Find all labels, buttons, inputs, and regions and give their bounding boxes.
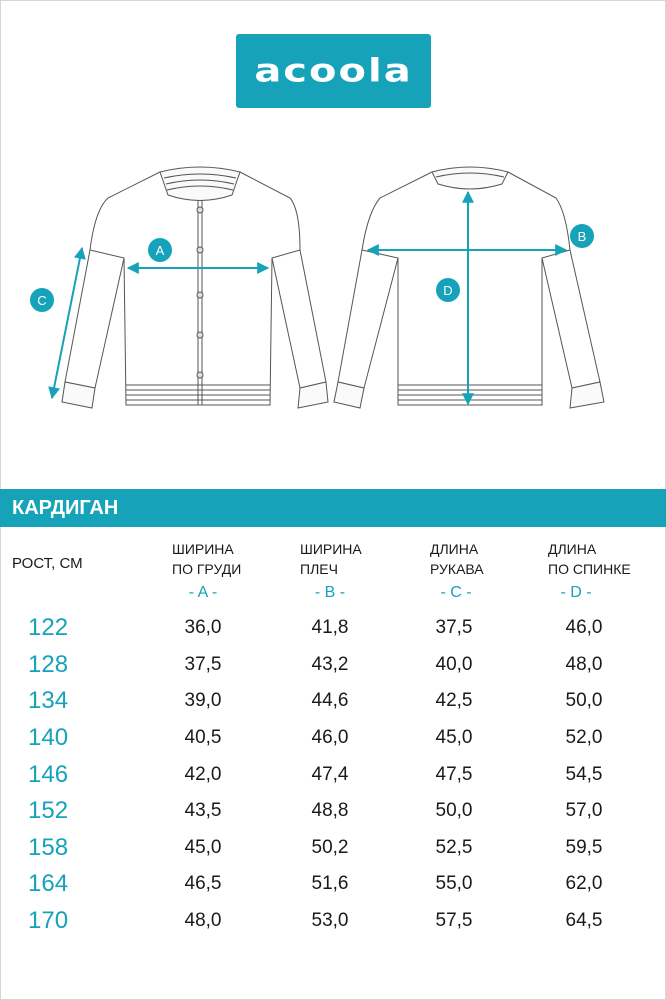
badge-d-label: D [443, 283, 453, 298]
height-cell: 158 [28, 833, 69, 861]
table-row [0, 720, 654, 757]
measure-cell-c: 40,0 [435, 653, 473, 675]
measure-cell-c: 42,5 [435, 690, 473, 712]
badge-a [148, 238, 172, 262]
height-cell: 122 [28, 614, 69, 642]
measure-cell-b: 47,4 [311, 763, 349, 785]
measure-cell-a: 43,5 [184, 800, 222, 822]
measure-cell-a: 39,0 [184, 690, 222, 712]
measure-cell-d: 64,5 [565, 910, 603, 932]
measure-cell-d: 50,0 [565, 690, 603, 712]
measure-cell-a: 36,0 [184, 617, 222, 639]
badge-c [30, 288, 54, 312]
height-column-header: РОСТ, СМ [12, 555, 83, 572]
measure-cell-b: 53,0 [311, 910, 349, 932]
badge-a-label: A [155, 243, 165, 258]
measure-cell-a: 40,5 [184, 727, 222, 749]
measure-cell-a: 46,5 [184, 873, 222, 895]
column-header-sleeve-line2: РУКАВА [430, 561, 484, 577]
measure-cell-c: 52,5 [435, 836, 473, 858]
table-row [0, 903, 654, 940]
measure-cell-d: 57,0 [565, 800, 603, 822]
column-header-shoulders [300, 539, 410, 579]
measure-cell-d: 62,0 [565, 873, 603, 895]
height-cell: 170 [28, 907, 69, 935]
table-row [0, 793, 654, 830]
column-header-chest-line1: ШИРИНА [172, 541, 234, 557]
measure-cell-d: 54,5 [565, 763, 603, 785]
measure-c-arrow [52, 248, 82, 398]
table-row [0, 683, 654, 720]
measure-cell-d: 52,0 [565, 727, 603, 749]
measure-cell-d: 48,0 [565, 653, 603, 675]
brand-logo [236, 34, 431, 108]
height-cell: 128 [28, 650, 69, 678]
table-row [0, 830, 654, 867]
size-table [0, 610, 654, 939]
measure-cell-c: 45,0 [435, 727, 473, 749]
product-title-banner [0, 489, 666, 527]
measure-cell-b: 41,8 [311, 617, 349, 639]
measure-cell-b: 50,2 [311, 836, 349, 858]
measure-cell-c: 50,0 [435, 800, 473, 822]
measure-cell-b: 43,2 [311, 653, 349, 675]
column-header-back-length [548, 539, 658, 579]
height-cell: 146 [28, 760, 69, 788]
product-title: КАРДИГАН [12, 497, 119, 519]
height-cell: 134 [28, 687, 69, 715]
column-header-sleeve-line1: ДЛИНА [430, 541, 479, 557]
badge-b-label: B [577, 229, 587, 244]
measure-cell-a: 45,0 [184, 836, 222, 858]
column-header-chest-line2: ПО ГРУДИ [172, 561, 242, 577]
column-header-chest [172, 539, 282, 579]
badge-b [570, 224, 594, 248]
height-cell: 152 [28, 797, 69, 825]
measure-cell-a: 42,0 [184, 763, 222, 785]
measure-cell-b: 48,8 [311, 800, 349, 822]
measure-cell-c: 37,5 [435, 617, 473, 639]
measure-cell-b: 44,6 [311, 690, 349, 712]
table-row [0, 610, 654, 647]
column-letter-d: - D - [560, 584, 592, 601]
column-letter-b: - B - [314, 584, 346, 601]
height-cell: 140 [28, 724, 69, 752]
brand-logo-text: acoola [254, 52, 413, 90]
column-letter-c: - C - [440, 584, 472, 601]
column-letter-a: - A - [188, 584, 218, 601]
measure-cell-c: 55,0 [435, 873, 473, 895]
measure-cell-d: 59,5 [565, 836, 603, 858]
front-view [62, 167, 328, 408]
column-header-shoulders-line1: ШИРИНА [300, 541, 362, 557]
table-row [0, 866, 654, 903]
column-header-shoulders-line2: ПЛЕЧ [300, 561, 338, 577]
measure-cell-c: 57,5 [435, 910, 473, 932]
height-cell: 164 [28, 870, 69, 898]
measure-cell-b: 51,6 [311, 873, 349, 895]
badge-d [436, 278, 460, 302]
column-header-back-line2: ПО СПИНКЕ [548, 561, 631, 577]
badge-c-label: C [37, 293, 47, 308]
measure-cell-d: 46,0 [565, 617, 603, 639]
table-row [0, 647, 654, 684]
measure-cell-b: 46,0 [311, 727, 349, 749]
column-header-back-line1: ДЛИНА [548, 541, 597, 557]
measure-cell-c: 47,5 [435, 763, 473, 785]
garment-diagram [0, 150, 666, 420]
measure-cell-a: 37,5 [184, 653, 222, 675]
column-header-sleeve [430, 539, 540, 579]
table-row [0, 756, 654, 793]
measure-cell-a: 48,0 [184, 910, 222, 932]
